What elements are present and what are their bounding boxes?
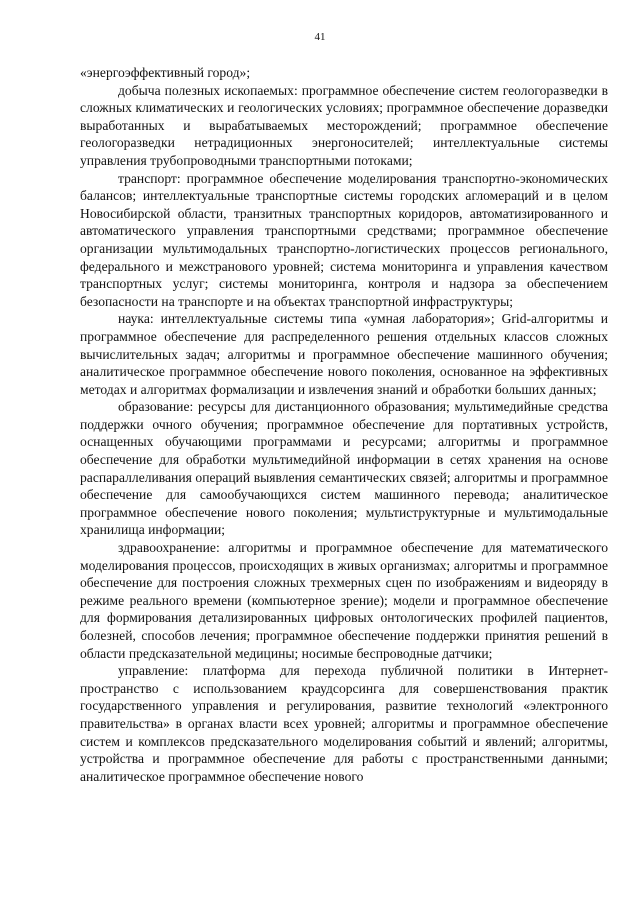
- paragraph-healthcare: здравоохранение: алгоритмы и программное обеспечение для математического моделирования процессов, происходящих в живых организмах; алгоритмы и программное обеспечение для построения сложных трехмерных сцен по изображениям и видеоряду в режиме реального времени (компьютерное зрение); модели и программное обеспечение для формирования детализированных цифровых онтологических профилей пациентов, болезней, способов лечения; программное обеспечение поддержки принятия решений в области предсказательной медицины; носимые беспроводные датчики;: [80, 540, 608, 661]
- paragraph-mining: добыча полезных ископаемых: программное обеспечение систем геологоразведки в сложных климатических и геологических условиях; программное обеспечение доразведки выработанных и вырабатываемых месторождений; программное обеспечение геологоразведки нетрадиционных энергоносителей; интеллектуальные системы управления трубопроводными транспортными потоками;: [80, 82, 608, 168]
- paragraph-transport: транспорт: программное обеспечение моделирования транспортно-экономических балансов; интеллектуальные транспортные системы городских агломераций и в целом Новосибирской области, транзитных транспортных коридоров, автоматизированного и автоматического управления транспортными средствами; программное обеспечение организации мультимодальных транспортно-логистических процессов регионального, федерального и межстранового уровней; система мониторинга и управления качеством транспортных услуг; системы мониторинга, контроля и надзора за обеспечением безопасности на транспорте и на объектах транспортной инфраструктуры;: [80, 170, 608, 309]
- paragraph-science: наука: интеллектуальные системы типа «умная лаборатория»; Grid-алгоритмы и программное обеспечение для распределенного решения отдельных классов сложных вычислительных задач; алгоритмы и программное обеспечение машинного обучения; аналитическое программное обеспечение нового поколения, основанное на эффективных методах и алгоритмах формализации и извлечения знаний и обработки больших данных;: [80, 311, 608, 397]
- page-number: 41: [314, 31, 326, 43]
- paragraph-governance: управление: платформа для перехода публичной политики в Интернет-пространство с использованием краудсорсинга для совершенствования практик государственного управления и регулирования, развитие технологий «электронного правительства» в органах власти всех уровней; алгоритмы и программное обеспечение систем и комплексов предсказательного моделирования событий и явлений; алгоритмы, устройства и программное обеспечение для работы с пространственными данными; аналитическое программное обеспечение нового: [80, 663, 608, 784]
- paragraph-education: образование: ресурсы для дистанционного образования; мультимедийные средства поддержки очного обучения; программное обеспечение для портативных устройств, оснащенных обучающими программами и ресурсами; алгоритмы и программное обеспечение для обработки мультимедийной информации в сетях хранения на основе распараллеливания операций выявления семантических связей; алгоритмы и программное обеспечение для самообучающихся систем машинного перевода; аналитическое программное обеспечение нового поколения; мультиструктурные и мультимодальные хранилища информации;: [80, 399, 608, 538]
- document-body: [80, 64, 608, 785]
- paragraph-smart-city-continuation: «энергоэффективный город»;: [80, 65, 251, 80]
